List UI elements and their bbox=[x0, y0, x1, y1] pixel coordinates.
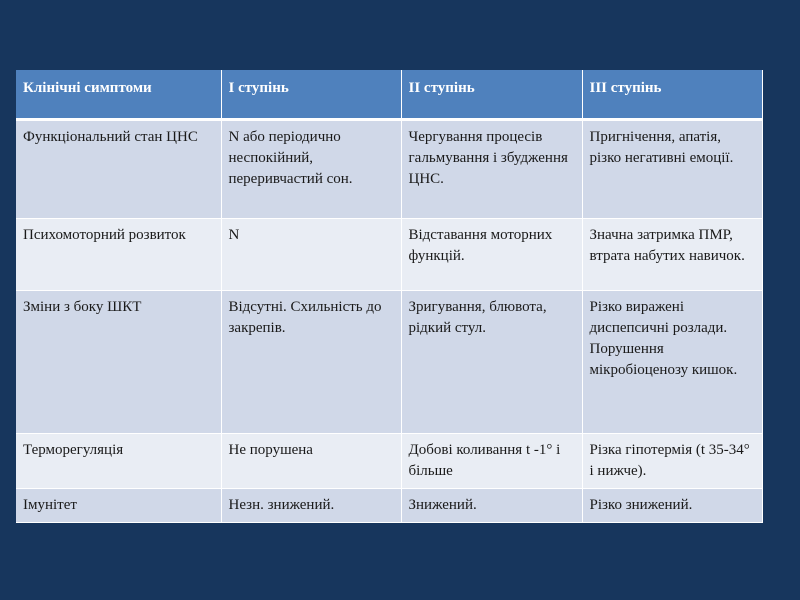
header-clinical-symptoms: Клінічні симптоми bbox=[16, 70, 221, 120]
cell-degree-2: Добові коливання t -1° і більше bbox=[401, 434, 582, 489]
cell-degree-3: Пригнічення, апатія, різко негативні емоції. bbox=[582, 120, 762, 219]
header-degree-3: ІІІ ступінь bbox=[582, 70, 762, 120]
cell-symptom: Імунітет bbox=[16, 489, 221, 523]
cell-symptom: Функціональний стан ЦНС bbox=[16, 120, 221, 219]
table-row bbox=[16, 291, 762, 434]
table-row bbox=[16, 489, 762, 523]
cell-degree-1: N bbox=[221, 219, 401, 291]
symptoms-table-container bbox=[16, 70, 762, 523]
table-row bbox=[16, 120, 762, 219]
cell-degree-3: Значна затримка ПМР, втрата набутих навичок. bbox=[582, 219, 762, 291]
cell-symptom: Зміни з боку ШКТ bbox=[16, 291, 221, 434]
table-row bbox=[16, 434, 762, 489]
symptoms-table bbox=[16, 70, 763, 523]
cell-degree-2: Зригування, блювота, рідкий стул. bbox=[401, 291, 582, 434]
cell-degree-1: Не порушена bbox=[221, 434, 401, 489]
cell-degree-3: Різко виражені диспепсичні розлади. Порушення мікробіоценозу кишок. bbox=[582, 291, 762, 434]
cell-symptom: Психомоторний розвиток bbox=[16, 219, 221, 291]
cell-degree-1: Відсутні. Схильність до закрепів. bbox=[221, 291, 401, 434]
cell-degree-1: N або періодично неспокійний, переривчастий сон. bbox=[221, 120, 401, 219]
cell-symptom: Терморегуляція bbox=[16, 434, 221, 489]
cell-degree-3: Різка гіпотермія (t 35-34° і нижче). bbox=[582, 434, 762, 489]
cell-degree-2: Відставання моторних функцій. bbox=[401, 219, 582, 291]
cell-degree-3: Різко знижений. bbox=[582, 489, 762, 523]
cell-degree-2: Знижений. bbox=[401, 489, 582, 523]
table-header-row bbox=[16, 70, 762, 120]
header-degree-2: ІІ ступінь bbox=[401, 70, 582, 120]
cell-degree-2: Чергування процесів гальмування і збудження ЦНС. bbox=[401, 120, 582, 219]
table-row bbox=[16, 219, 762, 291]
cell-degree-1: Незн. знижений. bbox=[221, 489, 401, 523]
header-degree-1: І ступінь bbox=[221, 70, 401, 120]
